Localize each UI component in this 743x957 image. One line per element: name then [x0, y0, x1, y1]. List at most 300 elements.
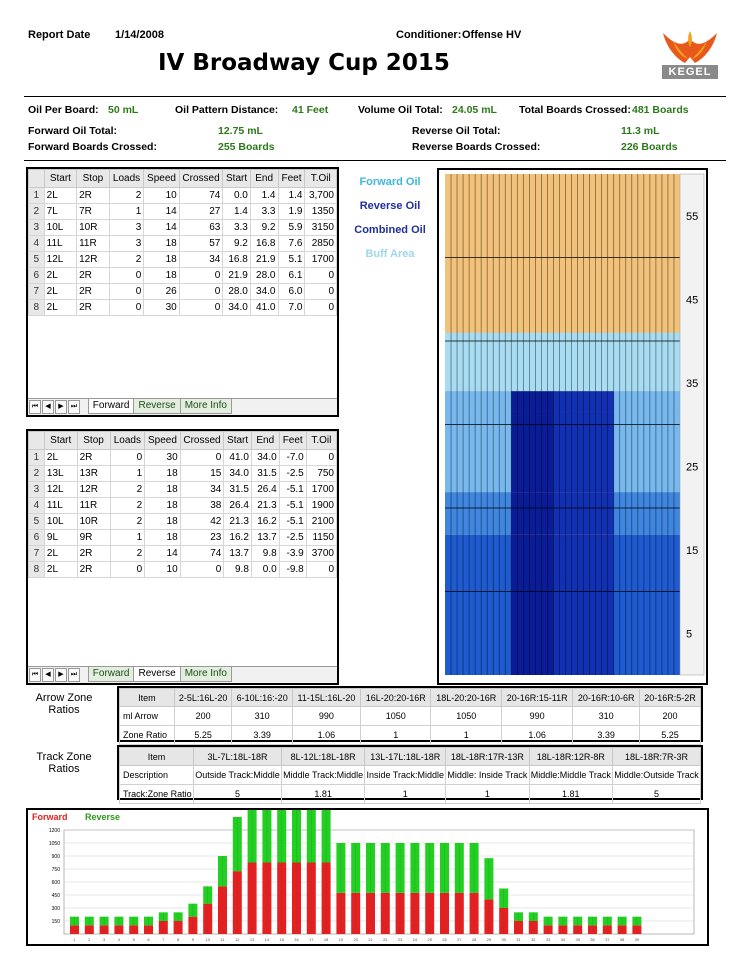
grid-cell[interactable]: 7R: [77, 204, 110, 220]
grid-cell[interactable]: 18: [144, 268, 179, 284]
grid-cell[interactable]: 2R: [77, 546, 110, 562]
oil-cell: [457, 492, 463, 535]
grid-cell[interactable]: 3.3: [223, 220, 251, 236]
column-header[interactable]: Start: [224, 432, 252, 450]
oil-cell: [469, 492, 475, 535]
oil-cell: [590, 333, 596, 391]
grid-cell[interactable]: 74: [180, 546, 224, 562]
oil-cell: [608, 412, 614, 492]
oil-cell: [529, 333, 535, 391]
x-tick-label: 2: [88, 937, 91, 942]
table-row[interactable]: [29, 562, 337, 578]
x-tick-label: 30: [501, 937, 506, 942]
grid-cell[interactable]: 34.0: [250, 284, 278, 300]
grid-cell[interactable]: 6.0: [278, 284, 305, 300]
grid-cell[interactable]: 10L: [44, 220, 76, 236]
grid-cell[interactable]: 11L: [44, 236, 76, 252]
oil-cell: [517, 333, 523, 391]
oil-cell: [662, 412, 668, 492]
table-row[interactable]: [29, 300, 337, 316]
ratio-cell: 1.06: [292, 726, 360, 745]
tab-forward[interactable]: Forward: [88, 399, 135, 414]
grid-cell[interactable]: 41.0: [224, 450, 252, 466]
oil-cell: [572, 412, 578, 492]
grid-cell[interactable]: -2.5: [279, 530, 306, 546]
x-tick-label: 25: [427, 937, 432, 942]
oil-cell: [553, 333, 559, 391]
grid-cell[interactable]: 18: [145, 530, 180, 546]
oil-pattern-svg: [439, 170, 706, 683]
oil-cell: [517, 412, 523, 492]
grid-cell[interactable]: 1.9: [278, 204, 305, 220]
grid-cell[interactable]: 1900: [306, 498, 336, 514]
grid-cell[interactable]: 1.4: [250, 188, 278, 204]
oil-cell: [608, 535, 614, 675]
first-record-button[interactable]: ⏮: [29, 400, 41, 414]
grid-cell[interactable]: 10L: [44, 514, 77, 530]
forward-total-label: Forward Oil Total:: [28, 125, 118, 137]
oil-cell: [626, 412, 632, 492]
grid-cell[interactable]: 2L: [44, 188, 76, 204]
grid-cell[interactable]: 38: [180, 498, 224, 514]
grid-cell[interactable]: 10R: [77, 514, 110, 530]
ratio-cell: Inside Track:Middle: [365, 766, 446, 785]
grid-cell[interactable]: -2.5: [279, 466, 306, 482]
report-date-label: Report Date: [28, 29, 91, 41]
grid-cell[interactable]: 11R: [77, 236, 110, 252]
grid-cell[interactable]: 26.4: [251, 482, 279, 498]
column-header[interactable]: Speed: [145, 432, 180, 450]
column-header[interactable]: Stop: [77, 432, 110, 450]
grid-cell[interactable]: 2850: [305, 236, 337, 252]
oil-cell: [481, 535, 487, 675]
oil-cell: [475, 391, 481, 412]
grid-cell[interactable]: 34.0: [224, 466, 252, 482]
grid-cell[interactable]: 9.8: [251, 546, 279, 562]
grid-cell[interactable]: 18: [144, 252, 179, 268]
grid-cell[interactable]: 1350: [305, 204, 337, 220]
grid-cell[interactable]: 2R: [77, 562, 110, 578]
column-header[interactable]: Stop: [77, 170, 110, 188]
last-record-button[interactable]: ⏭: [68, 400, 80, 414]
oil-cell: [457, 333, 463, 391]
grid-cell[interactable]: 34: [180, 482, 224, 498]
grid-cell[interactable]: 16.2: [224, 530, 252, 546]
column-header[interactable]: Loads: [109, 170, 144, 188]
x-tick-label: 9: [191, 937, 195, 942]
x-tick-label: 7: [162, 937, 165, 942]
grid-cell[interactable]: 63: [179, 220, 223, 236]
grid-cell[interactable]: 3150: [305, 220, 337, 236]
oil-cell: [535, 333, 541, 391]
tab-more-info[interactable]: More Info: [180, 667, 232, 682]
oil-cell: [584, 492, 590, 535]
grid-cell[interactable]: 2L: [44, 268, 76, 284]
grid-cell[interactable]: 12R: [77, 482, 110, 498]
grid-cell[interactable]: 0: [306, 562, 336, 578]
grid-cell[interactable]: 2L: [44, 284, 76, 300]
grid-cell[interactable]: 3700: [306, 546, 336, 562]
grid-cell[interactable]: 14: [144, 220, 179, 236]
column-header[interactable]: Feet: [278, 170, 305, 188]
reverse-grid[interactable]: [26, 429, 339, 685]
tab-forward[interactable]: Forward: [88, 667, 135, 682]
y-tick-label: 300: [51, 906, 60, 912]
grid-cell[interactable]: 1.4: [278, 188, 305, 204]
oil-cell: [523, 535, 529, 675]
row-number: 8: [29, 300, 45, 316]
grid-cell[interactable]: 3,700: [305, 188, 337, 204]
grid-cell[interactable]: 1: [110, 466, 145, 482]
grid-cell[interactable]: 16.8: [223, 252, 251, 268]
oil-cell: [517, 535, 523, 675]
grid-cell[interactable]: 0: [179, 300, 223, 316]
grid-cell[interactable]: 12L: [44, 482, 77, 498]
column-header[interactable]: [29, 170, 45, 188]
table-row[interactable]: [29, 482, 337, 498]
grid-cell[interactable]: 31.5: [224, 482, 252, 498]
oil-cell: [535, 492, 541, 535]
reverse-boards-label: Reverse Boards Crossed:: [412, 141, 541, 153]
grid-cell[interactable]: 9.2: [223, 236, 251, 252]
oil-cell: [626, 333, 632, 391]
grid-cell[interactable]: 41.0: [250, 300, 278, 316]
grid-cell[interactable]: 2L: [44, 300, 76, 316]
oil-per-board-value: 50 mL: [108, 104, 139, 116]
oil-cell: [644, 492, 650, 535]
grid-cell[interactable]: 2: [110, 482, 145, 498]
grid-cell[interactable]: 13L: [44, 466, 77, 482]
column-header[interactable]: Start: [44, 170, 76, 188]
oil-cell: [662, 333, 668, 391]
column-header[interactable]: Speed: [144, 170, 179, 188]
x-tick-label: 22: [383, 937, 388, 942]
grid-cell[interactable]: 18: [145, 482, 180, 498]
grid-cell[interactable]: 0: [180, 562, 224, 578]
grid-cell[interactable]: 30: [144, 300, 179, 316]
column-header[interactable]: Loads: [110, 432, 145, 450]
row-number: 5: [29, 252, 45, 268]
grid-cell[interactable]: 26.4: [224, 498, 252, 514]
table-row[interactable]: [29, 268, 337, 284]
grid-cell[interactable]: 12R: [77, 252, 110, 268]
column-header[interactable]: Crossed: [180, 432, 224, 450]
table-row[interactable]: [29, 514, 337, 530]
x-tick-label: 33: [545, 937, 551, 942]
grid-cell[interactable]: 15: [180, 466, 224, 482]
report-date-value: 1/14/2008: [115, 29, 164, 41]
grid-cell[interactable]: 27: [179, 204, 223, 220]
grid-cell[interactable]: 2: [109, 188, 144, 204]
oil-cell: [541, 391, 547, 412]
grid-cell[interactable]: 1700: [306, 482, 336, 498]
grid-cell[interactable]: 18: [145, 514, 180, 530]
table-row[interactable]: [29, 204, 337, 220]
grid-cell[interactable]: 21.3: [251, 498, 279, 514]
grid-cell[interactable]: 7.6: [278, 236, 305, 252]
table-row[interactable]: [29, 450, 337, 466]
grid-cell[interactable]: 0: [109, 300, 144, 316]
oil-cell: [487, 391, 493, 412]
oil-cell: [463, 412, 469, 492]
x-tick-label: 39: [634, 937, 640, 942]
y-tick-label: 150: [51, 919, 60, 925]
grid-cell[interactable]: 28.0: [223, 284, 251, 300]
oil-cell: [566, 333, 572, 391]
grid-cell[interactable]: 0.0: [251, 562, 279, 578]
oil-cell: [463, 535, 469, 675]
row-number: 6: [29, 530, 45, 546]
grid-cell[interactable]: 23: [180, 530, 224, 546]
oil-cell: [529, 391, 535, 412]
column-header[interactable]: T.Oil: [305, 170, 337, 188]
column-header[interactable]: End: [251, 432, 279, 450]
table-row[interactable]: [29, 546, 337, 562]
grid-cell[interactable]: 5.1: [278, 252, 305, 268]
grid-cell[interactable]: 1150: [306, 530, 336, 546]
grid-cell[interactable]: 13R: [77, 466, 110, 482]
grid-cell[interactable]: 21.3: [224, 514, 252, 530]
grid-cell[interactable]: 28.0: [250, 268, 278, 284]
x-tick-label: 6: [147, 937, 150, 942]
oil-cell: [566, 391, 572, 412]
reverse-table[interactable]: [28, 431, 337, 578]
grid-cell[interactable]: 21.9: [223, 268, 251, 284]
table-row[interactable]: [29, 530, 337, 546]
oil-cell: [608, 492, 614, 535]
grid-cell[interactable]: -7.0: [279, 450, 306, 466]
grid-cell[interactable]: 0.0: [223, 188, 251, 204]
oil-cell: [644, 333, 650, 391]
forward-grid[interactable]: [26, 167, 339, 417]
grid-cell[interactable]: 7.0: [278, 300, 305, 316]
grid-cell[interactable]: 2L: [44, 546, 77, 562]
grid-cell[interactable]: 2: [109, 252, 144, 268]
grid-cell[interactable]: 30: [145, 450, 180, 466]
grid-cell[interactable]: 34: [179, 252, 223, 268]
grid-cell[interactable]: 2L: [44, 450, 77, 466]
grid-cell[interactable]: 2: [110, 514, 145, 530]
grid-cell[interactable]: 9.8: [224, 562, 252, 578]
grid-cell[interactable]: 12L: [44, 252, 76, 268]
arrow-zone-table: [119, 688, 701, 745]
grid-cell[interactable]: 9R: [77, 530, 110, 546]
ratio-cell: 3.39: [573, 726, 640, 745]
table-row[interactable]: [29, 236, 337, 252]
ratio-cell: Track:Zone Ratio: [120, 785, 194, 804]
grid-cell[interactable]: 0: [305, 284, 337, 300]
grid-cell[interactable]: 0: [179, 284, 223, 300]
oil-cell: [511, 412, 517, 492]
oil-cell: [650, 535, 656, 675]
column-header[interactable]: Crossed: [179, 170, 223, 188]
grid-cell[interactable]: 0: [305, 300, 337, 316]
oil-cell: [451, 492, 457, 535]
forward-boards-label: Forward Boards Crossed:: [28, 141, 157, 153]
oil-cell: [638, 333, 644, 391]
ratio-row: [120, 785, 701, 804]
oil-cell: [620, 333, 626, 391]
grid-cell[interactable]: 2L: [44, 562, 77, 578]
oil-cell: [505, 333, 511, 391]
oil-cell: [668, 391, 674, 412]
table-row[interactable]: [29, 498, 337, 514]
grid-cell[interactable]: 3.3: [250, 204, 278, 220]
grid-cell[interactable]: 0: [110, 562, 145, 578]
column-header[interactable]: Start: [44, 432, 77, 450]
oil-cell: [481, 391, 487, 412]
forward-tabs: [89, 400, 232, 411]
first-record-button[interactable]: ⏮: [29, 668, 41, 682]
ratio-header: 20-16R:10-6R: [573, 689, 640, 707]
grid-cell[interactable]: 42: [180, 514, 224, 530]
grid-cell[interactable]: 74: [179, 188, 223, 204]
grid-cell[interactable]: 1: [110, 530, 145, 546]
grid-cell[interactable]: 14: [144, 204, 179, 220]
grid-cell[interactable]: 2R: [77, 300, 110, 316]
grid-cell[interactable]: 0: [110, 450, 145, 466]
boards-label: Total Boards Crossed:: [519, 104, 631, 116]
grid-cell[interactable]: 13.7: [251, 530, 279, 546]
grid-cell[interactable]: 11R: [77, 498, 110, 514]
oil-cell: [469, 391, 475, 412]
oil-cell: [572, 535, 578, 675]
row-number: 1: [29, 450, 45, 466]
distance-tick-label: 45: [686, 294, 699, 307]
grid-cell[interactable]: 2R: [77, 284, 110, 300]
ratio-header: 18L-20:20-16R: [431, 689, 502, 707]
grid-cell[interactable]: 16.2: [251, 514, 279, 530]
table-row[interactable]: [29, 252, 337, 268]
column-header[interactable]: Feet: [279, 432, 306, 450]
oil-cell: [499, 535, 505, 675]
grid-cell[interactable]: 5.9: [278, 220, 305, 236]
next-record-button[interactable]: ▶: [55, 668, 67, 682]
ratio-cell: Middle:Middle Track: [529, 766, 612, 785]
oil-cell: [499, 391, 505, 412]
distance-tick-label: 55: [686, 210, 699, 223]
oil-cell: [674, 333, 680, 391]
x-tick-label: 20: [353, 937, 358, 942]
grid-cell[interactable]: -3.9: [279, 546, 306, 562]
grid-cell[interactable]: 16.8: [250, 236, 278, 252]
oil-cell: [656, 492, 662, 535]
grid-cell[interactable]: 1: [109, 204, 144, 220]
grid-cell[interactable]: 18: [145, 498, 180, 514]
grid-cell[interactable]: 9.2: [250, 220, 278, 236]
grid-cell[interactable]: 750: [306, 466, 336, 482]
grid-cell[interactable]: 0: [109, 268, 144, 284]
oil-cell: [499, 412, 505, 492]
grid-cell[interactable]: 0: [180, 450, 224, 466]
ratio-cell: 3.39: [232, 726, 292, 745]
grid-cell[interactable]: 0: [306, 450, 336, 466]
grid-cell[interactable]: 34.0: [223, 300, 251, 316]
grid-cell[interactable]: 3: [109, 236, 144, 252]
grid-cell[interactable]: 2: [110, 546, 145, 562]
grid-cell[interactable]: 0: [179, 268, 223, 284]
ratio-cell: 1.81: [529, 785, 612, 804]
tab-more-info[interactable]: More Info: [180, 399, 232, 414]
ratio-header: 20-16R:5-2R: [639, 689, 700, 707]
prev-record-button[interactable]: ◀: [42, 668, 54, 682]
oil-cell: [457, 535, 463, 675]
oil-cell: [481, 492, 487, 535]
x-tick-label: 29: [486, 937, 492, 942]
oil-cell: [559, 492, 565, 535]
tab-reverse[interactable]: Reverse: [133, 399, 180, 414]
grid-cell[interactable]: 18: [144, 236, 179, 252]
oil-cell: [493, 391, 499, 412]
grid-cell[interactable]: 2R: [77, 188, 110, 204]
grid-cell[interactable]: 10: [145, 562, 180, 578]
grid-cell[interactable]: 10R: [77, 220, 110, 236]
grid-cell[interactable]: 2100: [306, 514, 336, 530]
grid-cell[interactable]: -5.1: [279, 498, 306, 514]
stats-rule: [24, 160, 726, 161]
grid-cell[interactable]: 0: [109, 284, 144, 300]
ratio-header: 18L-18R:17R-13R: [446, 748, 529, 766]
column-header[interactable]: [29, 432, 45, 450]
grid-cell[interactable]: 18: [145, 466, 180, 482]
grid-cell[interactable]: 2R: [77, 450, 110, 466]
table-row[interactable]: [29, 188, 337, 204]
grid-cell[interactable]: 7L: [44, 204, 76, 220]
grid-cell[interactable]: 10: [144, 188, 179, 204]
x-tick-label: 14: [264, 937, 270, 942]
chart-legend-reverse: Reverse: [85, 812, 121, 822]
grid-cell[interactable]: -5.1: [279, 482, 306, 498]
next-record-button[interactable]: ▶: [55, 400, 67, 414]
oil-cell: [608, 391, 614, 412]
grid-cell[interactable]: 21.9: [250, 252, 278, 268]
prev-record-button[interactable]: ◀: [42, 400, 54, 414]
oil-cell: [547, 535, 553, 675]
grid-cell[interactable]: 6.1: [278, 268, 305, 284]
grid-cell[interactable]: 1.4: [223, 204, 251, 220]
grid-cell[interactable]: 1700: [305, 252, 337, 268]
table-row[interactable]: [29, 284, 337, 300]
grid-cell[interactable]: 3: [109, 220, 144, 236]
grid-cell[interactable]: 0: [305, 268, 337, 284]
column-header[interactable]: End: [250, 170, 278, 188]
grid-cell[interactable]: 2R: [77, 268, 110, 284]
table-row[interactable]: [29, 220, 337, 236]
grid-cell[interactable]: 31.5: [251, 466, 279, 482]
grid-cell[interactable]: 9L: [44, 530, 77, 546]
grid-cell[interactable]: 34.0: [251, 450, 279, 466]
grid-cell[interactable]: -5.1: [279, 514, 306, 530]
column-header[interactable]: Start: [223, 170, 251, 188]
forward-table[interactable]: [28, 169, 337, 316]
oil-cell: [445, 535, 451, 675]
oil-cell: [523, 391, 529, 412]
tab-reverse[interactable]: Reverse: [133, 667, 180, 682]
oil-cell: [529, 535, 535, 675]
table-row[interactable]: [29, 466, 337, 482]
grid-cell[interactable]: 57: [179, 236, 223, 252]
column-header[interactable]: T.Oil: [306, 432, 336, 450]
oil-cell: [614, 412, 620, 492]
grid-cell[interactable]: 13.7: [224, 546, 252, 562]
grid-cell[interactable]: 26: [144, 284, 179, 300]
grid-cell[interactable]: -9.8: [279, 562, 306, 578]
last-record-button[interactable]: ⏭: [68, 668, 80, 682]
grid-cell[interactable]: 11L: [44, 498, 77, 514]
grid-cell[interactable]: 14: [145, 546, 180, 562]
arrow-zone-label: Arrow Zone Ratios: [35, 692, 93, 716]
grid-cell[interactable]: 2: [110, 498, 145, 514]
